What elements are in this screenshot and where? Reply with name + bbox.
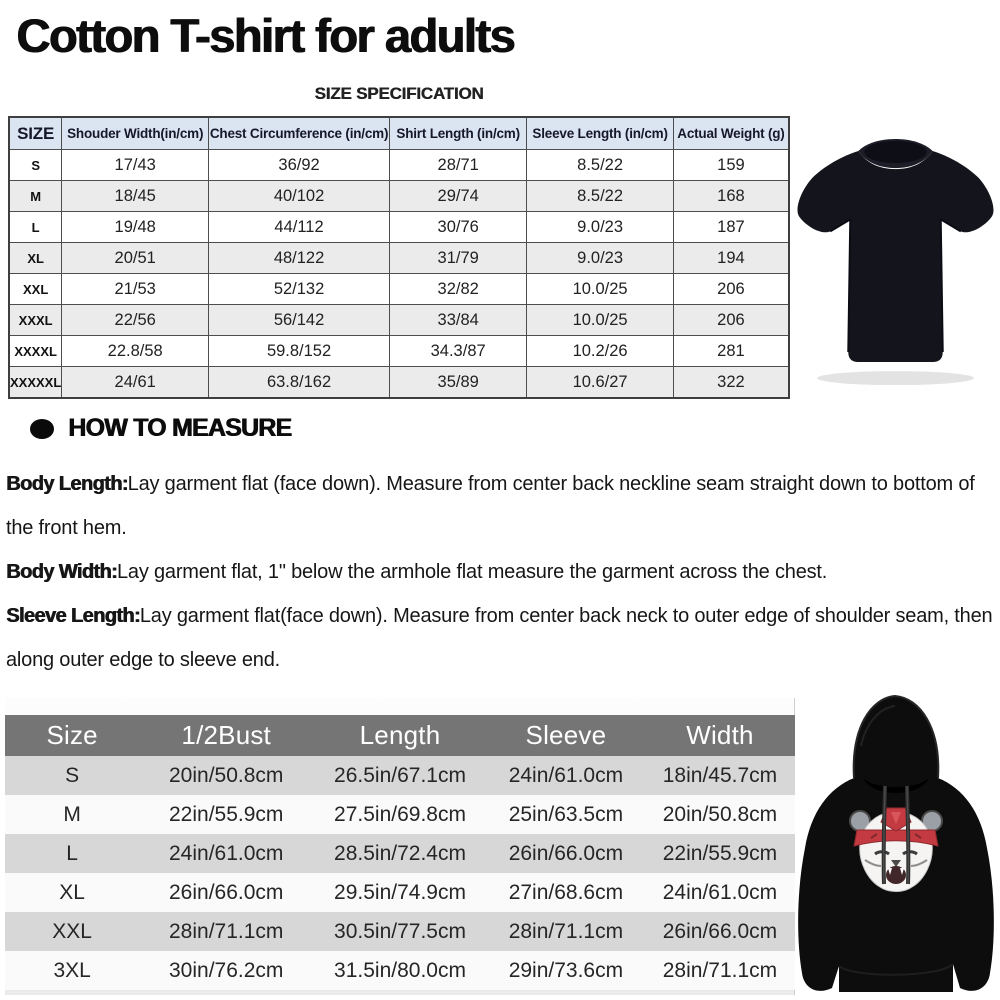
- table-cell: 206: [673, 305, 789, 336]
- table-cell: 29/74: [390, 181, 527, 212]
- row-size-label: XL: [9, 243, 62, 274]
- table-cell: 187: [673, 212, 789, 243]
- table-cell: 35/89: [390, 367, 527, 399]
- column-header: Shirt Length (in/cm): [390, 117, 527, 150]
- row-size-label: M: [9, 181, 62, 212]
- column-header: Shouder Width(in/cm): [62, 117, 209, 150]
- measure-text: Lay garment flat(face down). Measure from center back neck to outer edge of shoulder seam, then along outer edge to sleeve end.: [6, 605, 993, 671]
- column-header: Width: [645, 715, 795, 756]
- table-cell: 30.5in/77.5cm: [334, 919, 466, 943]
- column-header: SIZE: [9, 117, 62, 150]
- row-size-label: XXL: [52, 919, 92, 943]
- table-cell: 36/92: [209, 150, 390, 181]
- measure-label: Body Width:: [6, 561, 117, 583]
- measure-item-sleeve-length: [6, 594, 994, 682]
- row-size-label: S: [9, 150, 62, 181]
- table-row: [5, 756, 795, 795]
- table-cell: 281: [673, 336, 789, 367]
- table-cell: 28in/71.1cm: [662, 958, 778, 982]
- row-size-label: XXXXL: [9, 336, 62, 367]
- column-header: Sleeve: [487, 715, 645, 756]
- table-row: [9, 181, 789, 212]
- column-header: Actual Weight (g): [673, 117, 789, 150]
- table-cell: 24in/61.0cm: [508, 763, 624, 787]
- column-header: Size: [5, 715, 139, 756]
- row-size-label: XL: [59, 880, 85, 904]
- table-cell: 27.5in/69.8cm: [334, 802, 466, 826]
- table-cell: 194: [673, 243, 789, 274]
- table-cell: 22in/55.9cm: [168, 802, 284, 826]
- table-cell: 56/142: [209, 305, 390, 336]
- table-cell: 32/82: [390, 274, 527, 305]
- table-cell: 28.5in/72.4cm: [334, 841, 466, 865]
- table-cell: 159: [673, 150, 789, 181]
- row-size-label: L: [66, 841, 78, 865]
- page-title: Cotton T-shirt for adults: [16, 9, 514, 62]
- table-cell: 22/56: [62, 305, 209, 336]
- table-cell: 28/71: [390, 150, 527, 181]
- table-cell: 8.5/22: [527, 150, 674, 181]
- table-cell: 26.5in/67.1cm: [334, 763, 466, 787]
- row-size-label: S: [65, 763, 80, 787]
- table-cell: 31/79: [390, 243, 527, 274]
- table-cell: 44/112: [209, 212, 390, 243]
- table-row: [9, 274, 789, 305]
- table-cell: 30/76: [390, 212, 527, 243]
- table-cell: 29.5in/74.9cm: [334, 880, 466, 904]
- table-cell: 18/45: [62, 181, 209, 212]
- table-cell: 10.0/25: [527, 305, 674, 336]
- column-header: Sleeve Length (in/cm): [527, 117, 674, 150]
- table-cell: 322: [673, 367, 789, 399]
- table-row: [9, 243, 789, 274]
- filled-circle-icon: [30, 419, 54, 439]
- table-cell: 206: [673, 274, 789, 305]
- size-specification-heading: SIZE SPECIFICATION: [314, 84, 484, 103]
- table-cell: 33/84: [390, 305, 527, 336]
- column-header: Length: [313, 715, 487, 756]
- table-cell: 17/43: [62, 150, 209, 181]
- table-cell: 30in/76.2cm: [168, 958, 284, 982]
- table-cell: 63.8/162: [209, 367, 390, 399]
- tshirt-body: [797, 151, 993, 362]
- hoodie-size-table: [5, 715, 795, 990]
- table-cell: 34.3/87: [390, 336, 527, 367]
- row-size-label: L: [9, 212, 62, 243]
- table-row: [5, 951, 795, 990]
- hoodie-product-image: [793, 686, 1000, 1000]
- table-cell: 18in/45.7cm: [662, 763, 778, 787]
- table-cell: 20in/50.8cm: [168, 763, 284, 787]
- table-cell: 168: [673, 181, 789, 212]
- table-row: [5, 873, 795, 912]
- measure-instructions: [6, 462, 994, 682]
- table-cell: 10.6/27: [527, 367, 674, 399]
- table-cell: 26in/66.0cm: [662, 919, 778, 943]
- row-size-label: XXXXXL: [9, 367, 62, 399]
- tshirt-product-image: [792, 110, 1000, 398]
- how-to-measure-title: HOW TO MEASURE: [68, 414, 292, 442]
- table-cell: 27in/68.6cm: [508, 880, 624, 904]
- row-size-label: XXXL: [9, 305, 62, 336]
- table-cell: 9.0/23: [527, 212, 674, 243]
- table-cell: 9.0/23: [527, 243, 674, 274]
- table-cell: 28in/71.1cm: [508, 919, 624, 943]
- size-specification-table: [8, 116, 790, 399]
- column-header: 1/2Bust: [139, 715, 313, 756]
- measure-item-body-length: [6, 462, 994, 550]
- table-cell: 22in/55.9cm: [662, 841, 778, 865]
- table-cell: 48/122: [209, 243, 390, 274]
- measure-text: Lay garment flat, 1" below the armhole flat measure the garment across the chest.: [116, 561, 828, 583]
- table-row: [9, 150, 789, 181]
- measure-text: Lay garment flat (face down). Measure from center back neckline seam straight down to bottom of the front hem.: [6, 473, 975, 539]
- table-row: [9, 212, 789, 243]
- table-cell: 24/61: [62, 367, 209, 399]
- table-cell: 24in/61.0cm: [662, 880, 778, 904]
- header-row: [5, 715, 795, 756]
- table-cell: 21/53: [62, 274, 209, 305]
- table-cell: 29in/73.6cm: [508, 958, 624, 982]
- table-cell: 22.8/58: [62, 336, 209, 367]
- measure-label: Body Length:: [6, 473, 128, 495]
- table-cell: 40/102: [209, 181, 390, 212]
- table-row: [9, 367, 789, 399]
- table-cell: 10.2/26: [527, 336, 674, 367]
- table-cell: 28in/71.1cm: [168, 919, 284, 943]
- table-cell: 24in/61.0cm: [168, 841, 284, 865]
- table-cell: 8.5/22: [527, 181, 674, 212]
- column-header: Chest Circumference (in/cm): [209, 117, 390, 150]
- table-cell: 31.5in/80.0cm: [334, 958, 466, 982]
- measure-label: Sleeve Length:: [6, 605, 140, 627]
- row-size-label: XXL: [9, 274, 62, 305]
- table-row: [5, 912, 795, 951]
- how-to-measure-header: [30, 414, 291, 443]
- hoodie-size-table-block: [5, 698, 795, 995]
- table-cell: 59.8/152: [209, 336, 390, 367]
- row-size-label: M: [63, 802, 81, 826]
- table-cell: 20in/50.8cm: [662, 802, 778, 826]
- table-cell: 52/132: [209, 274, 390, 305]
- table-cell: 20/51: [62, 243, 209, 274]
- table-cell: 19/48: [62, 212, 209, 243]
- row-size-label: 3XL: [53, 958, 91, 982]
- table-row: [5, 834, 795, 873]
- measure-item-body-width: [6, 550, 994, 594]
- header-row: [9, 117, 789, 150]
- table-row: [9, 305, 789, 336]
- table-cell: 10.0/25: [527, 274, 674, 305]
- table-row: [5, 795, 795, 834]
- table-cell: 26in/66.0cm: [168, 880, 284, 904]
- table-row: [9, 336, 789, 367]
- table-cell: 26in/66.0cm: [508, 841, 624, 865]
- table-cell: 25in/63.5cm: [508, 802, 624, 826]
